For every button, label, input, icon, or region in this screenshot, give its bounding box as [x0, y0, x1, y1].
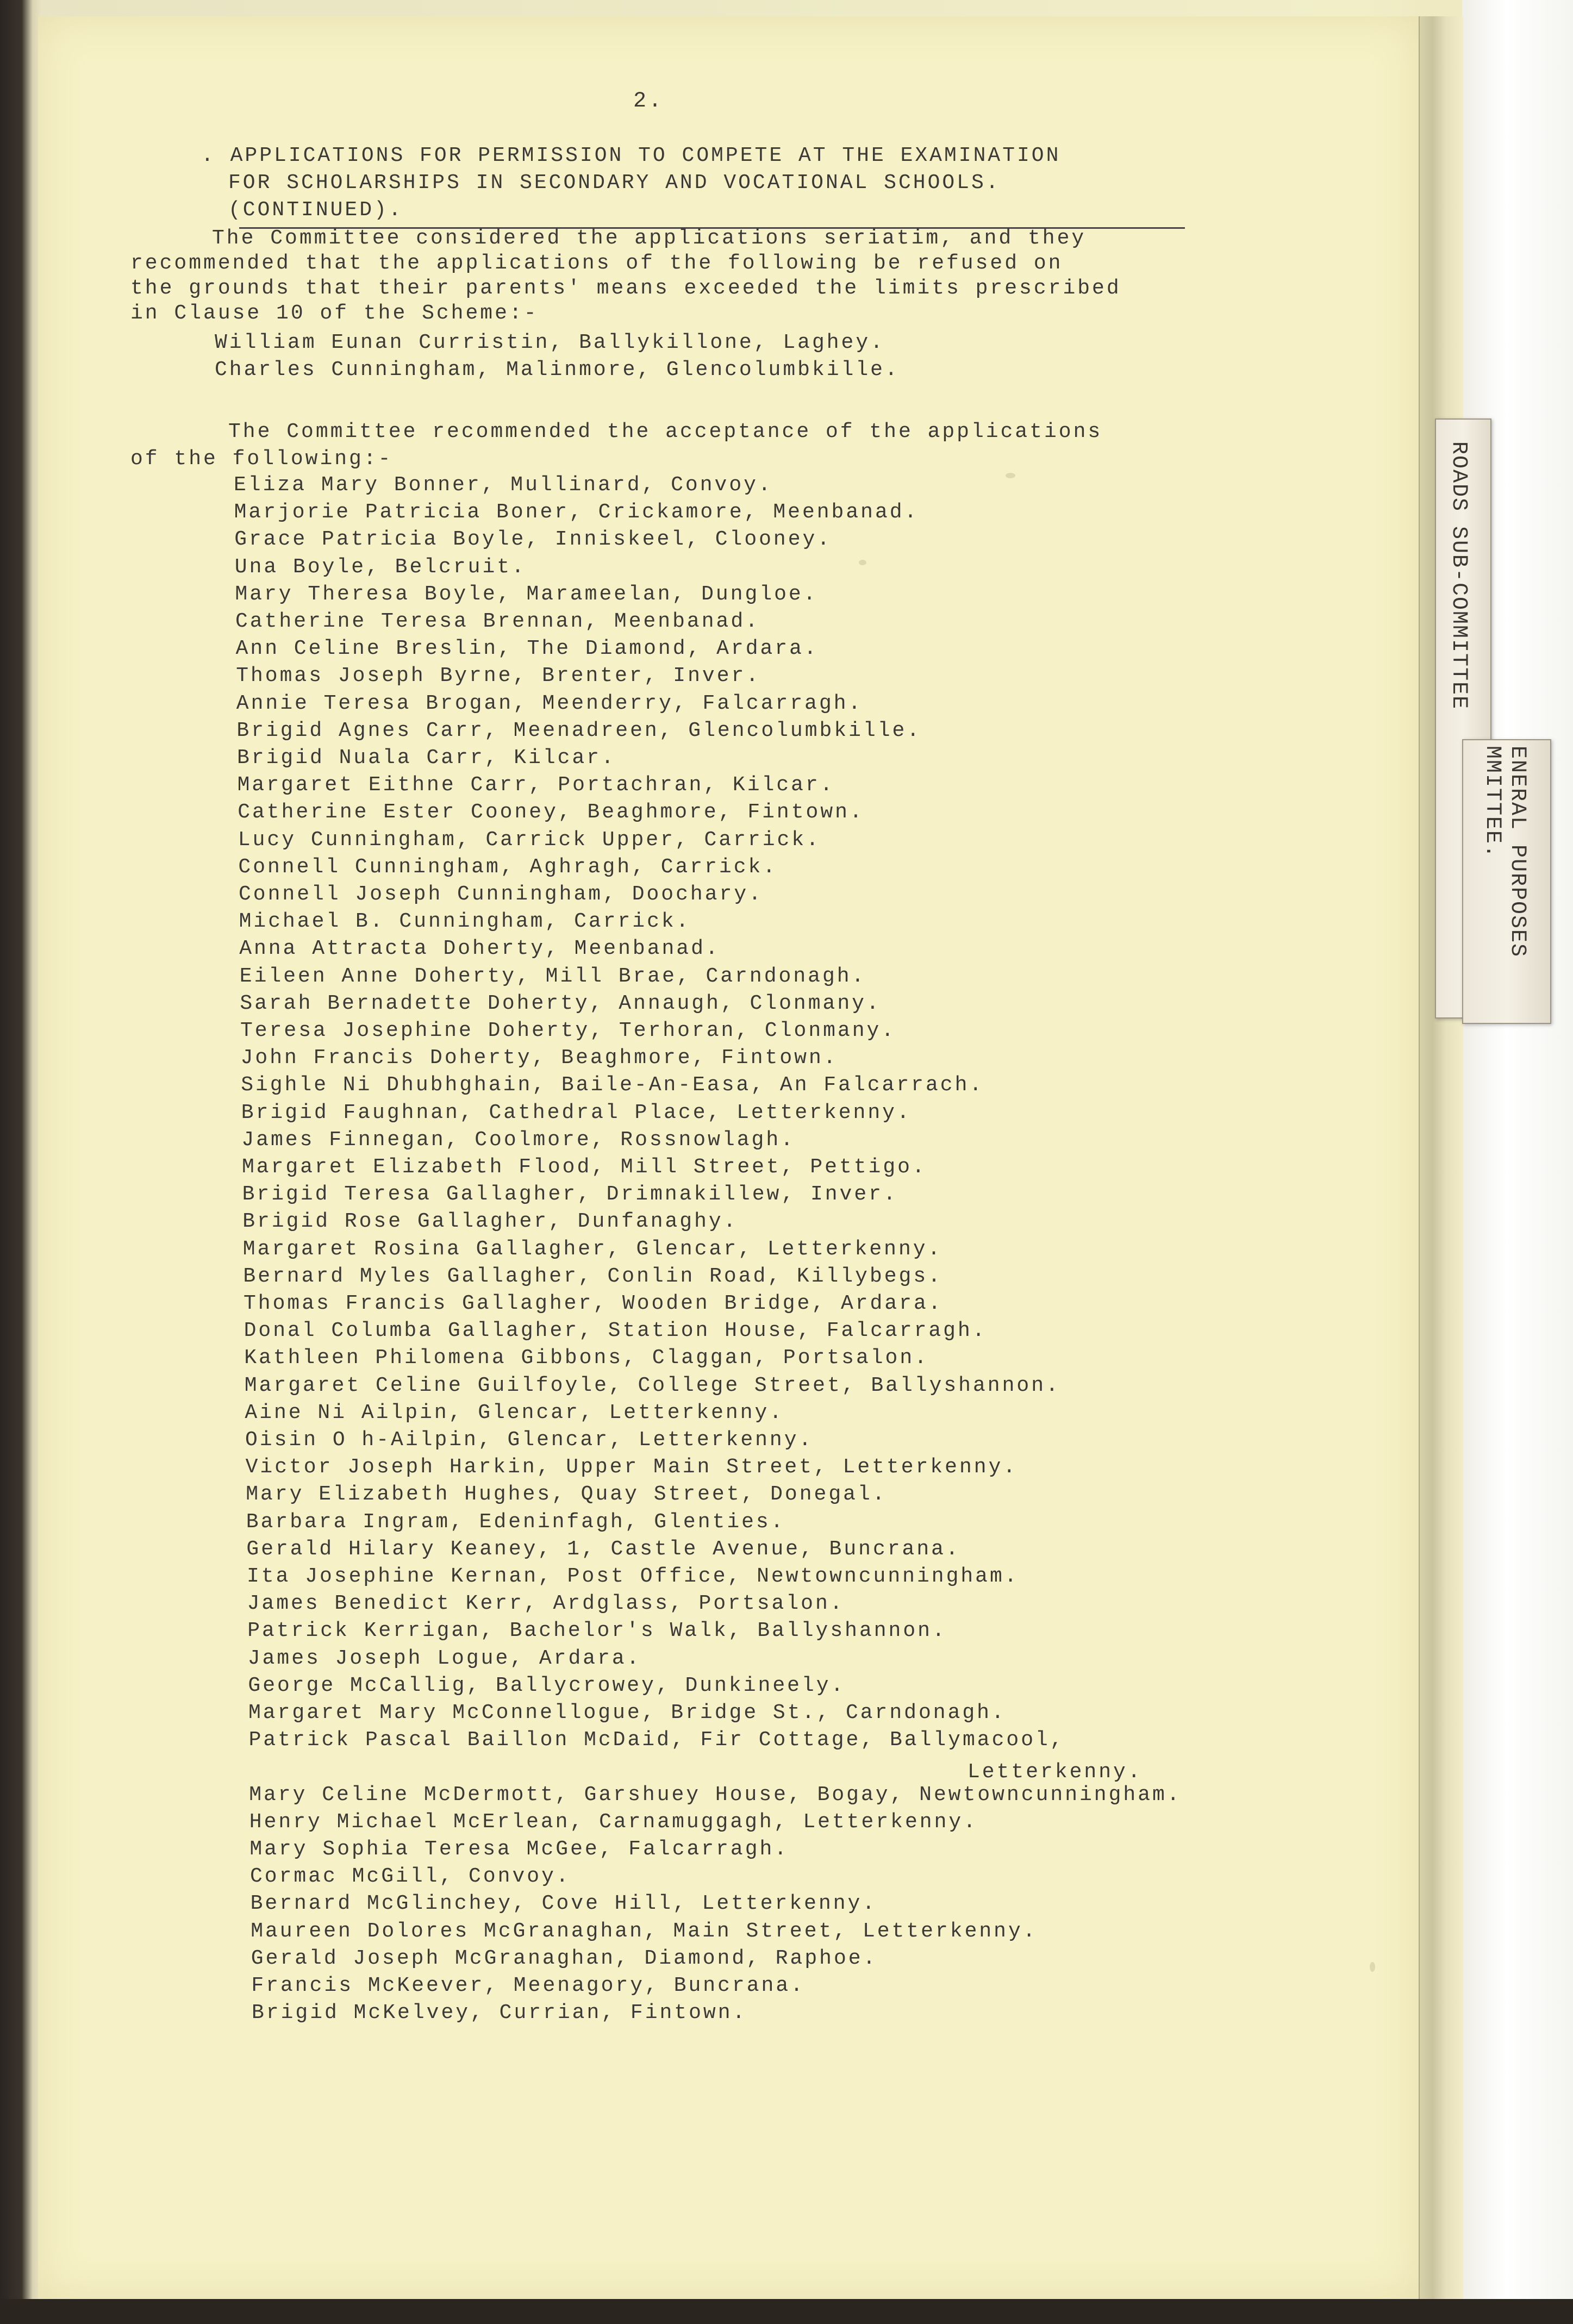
accepted-applicant: Eliza Mary Bonner, Mullinard, Convoy.	[234, 473, 773, 497]
index-tab-general-purposes[interactable]	[1462, 739, 1551, 1024]
paragraph-line: of the following:-	[130, 447, 393, 471]
accepted-applicant: Connell Cunningham, Aghragh, Carrick.	[238, 855, 778, 879]
accepted-applicant: Sighle Ni Dhubhghain, Baile-An-Easa, An Falcarrach.	[241, 1073, 984, 1097]
ink-smudge	[1370, 1962, 1375, 1972]
accepted-applicant: Margaret Celine Guilfoyle, College Street, Ballyshannon.	[244, 1374, 1060, 1397]
accepted-applicant: James Joseph Logue, Ardara.	[247, 1647, 641, 1670]
accepted-applicant: Catherine Ester Cooney, Beaghmore, Fintown.	[238, 801, 864, 824]
accepted-applicant: Patrick Pascal Baillon McDaid, Fir Cottage, Ballymacool,	[248, 1728, 1065, 1752]
accepted-applicant: Margaret Eithne Carr, Portachran, Kilcar.	[237, 773, 835, 797]
accepted-applicant: Brigid McKelvey, Currian, Fintown.	[252, 2001, 747, 2025]
accepted-applicant: Anna Attracta Doherty, Meenbanad.	[239, 937, 720, 960]
accepted-applicant: Brigid Agnes Carr, Meenadreen, Glencolumbkille.	[236, 719, 922, 742]
accepted-applicant: Bernard McGlinchey, Cove Hill, Letterkenny.	[250, 1892, 877, 1915]
accepted-applicant: Brigid Nuala Carr, Kilcar.	[237, 746, 616, 770]
paragraph-line: The Committee considered the applications seriatim, and they	[212, 227, 1087, 250]
accepted-applicant: James Benedict Kerr, Ardglass, Portsalon.	[247, 1592, 845, 1615]
accepted-applicant: Aine Ni Ailpin, Glencar, Letterkenny.	[245, 1401, 784, 1425]
accepted-applicant: Ann Celine Breslin, The Diamond, Ardara.	[235, 637, 819, 660]
paragraph-line: recommended that the applications of the following be refused on	[130, 252, 1063, 275]
accepted-applicant: Mary Elizabeth Hughes, Quay Street, Donegal.	[246, 1483, 887, 1506]
paragraph-line: The Committee recommended the acceptance of the applications	[228, 420, 1103, 443]
accepted-applicant: Teresa Josephine Doherty, Terhoran, Clonmany.	[240, 1019, 896, 1042]
applicant-address-continuation: Letterkenny.	[967, 1760, 1143, 1784]
accepted-applicant: Thomas Joseph Byrne, Brenter, Inver.	[236, 664, 761, 688]
accepted-applicant: Margaret Elizabeth Flood, Mill Street, Pettigo.	[242, 1155, 927, 1179]
heading-line-1: . APPLICATIONS FOR PERMISSION TO COMPETE AT THE EXAMINATION	[201, 144, 1061, 167]
page-edge	[1419, 16, 1463, 2299]
accepted-applicant: Donal Columba Gallagher, Station House, Falcarragh.	[244, 1319, 987, 1342]
refused-applicant: Charles Cunningham, Malinmore, Glencolumbkille.	[215, 358, 900, 382]
paragraph-line: in Clause 10 of the Scheme:-	[130, 302, 539, 325]
accepted-applicant: Margaret Mary McConnellogue, Bridge St., Carndonagh.	[248, 1701, 1006, 1725]
accepted-applicant: Ita Josephine Kernan, Post Office, Newtowncunningham.	[247, 1565, 1019, 1588]
page-number: 2.	[633, 89, 664, 114]
accepted-applicant: John Francis Doherty, Beaghmore, Fintown.	[240, 1046, 838, 1070]
accepted-applicant: Brigid Rose Gallagher, Dunfanaghy.	[242, 1210, 738, 1233]
accepted-applicant: Thomas Francis Gallagher, Wooden Bridge, Ardara.	[244, 1292, 943, 1315]
accepted-applicant: Una Boyle, Belcruit.	[234, 555, 526, 579]
ink-smudge	[859, 560, 866, 565]
accepted-applicant: Lucy Cunningham, Carrick Upper, Carrick.	[238, 828, 821, 852]
accepted-applicant: Mary Theresa Boyle, Marameelan, Dungloe.	[235, 583, 818, 606]
accepted-applicant: Kathleen Philomena Gibbons, Claggan, Portsalon.	[244, 1346, 929, 1370]
accepted-applicant: Victor Joseph Harkin, Upper Main Street, Letterkenny.	[245, 1455, 1018, 1479]
accepted-applicant: Bernard Myles Gallagher, Conlin Road, Killybegs.	[243, 1265, 942, 1288]
accepted-applicant: Catherine Teresa Brennan, Meenbanad.	[235, 610, 760, 633]
accepted-applicant: Gerald Hilary Keaney, 1, Castle Avenue, Buncrana.	[246, 1538, 960, 1561]
accepted-applicant: Barbara Ingram, Edeninfagh, Glenties.	[246, 1510, 785, 1534]
index-tab-general-line1: ENERAL PURPOSES	[1505, 746, 1530, 958]
accepted-applicant: Oisin O h-Ailpin, Glencar, Letterkenny.	[245, 1428, 814, 1452]
heading-line-2: FOR SCHOLARSHIPS IN SECONDARY AND VOCATIONAL SCHOOLS.	[228, 171, 1001, 195]
accepted-applicant: James Finnegan, Coolmore, Rossnowlagh.	[241, 1128, 795, 1152]
accepted-applicant: Michael B. Cunningham, Carrick.	[239, 910, 691, 933]
accepted-applicant: Eileen Anne Doherty, Mill Brae, Carndonagh.	[239, 965, 866, 988]
accepted-applicant: Maureen Dolores McGranaghan, Main Street, Letterkenny.	[251, 1920, 1038, 1943]
accepted-applicant: Cormac McGill, Convoy.	[250, 1865, 571, 1888]
index-tab-general-label	[1480, 746, 1530, 958]
accepted-applicant: Marjorie Patricia Boner, Crickamore, Meenbanad.	[234, 501, 919, 524]
index-tab-roads-label: ROADS SUB-COMMITTEE	[1446, 441, 1471, 710]
accepted-applicant: Henry Michael McErlean, Carnamuggagh, Letterkenny.	[249, 1810, 978, 1834]
accepted-applicant: Annie Teresa Brogan, Meenderry, Falcarragh.	[236, 692, 863, 715]
accepted-applicant: Mary Celine McDermott, Garshuey House, Bogay, Newtowncunningham.	[249, 1783, 1182, 1807]
accepted-applicant: Sarah Bernadette Doherty, Annaugh, Clonmany.	[240, 992, 881, 1015]
accepted-applicant: Grace Patricia Boyle, Inniskeel, Clooney.	[234, 528, 832, 551]
accepted-applicant: Patrick Kerrigan, Bachelor's Walk, Ballyshannon.	[247, 1619, 947, 1642]
heading-line-3: (CONTINUED).	[228, 198, 403, 222]
accepted-applicant: Mary Sophia Teresa McGee, Falcarragh.	[249, 1838, 789, 1861]
ink-smudge	[1006, 473, 1015, 478]
accepted-applicant: Brigid Teresa Gallagher, Drimnakillew, Inver.	[242, 1183, 898, 1206]
accepted-applicant: George McCallig, Ballycrowey, Dunkineely.	[248, 1674, 846, 1697]
back-board	[1462, 0, 1573, 2324]
accepted-applicant: Francis McKeever, Meenagory, Buncrana.	[251, 1974, 805, 1997]
bottom-strip	[0, 2299, 1573, 2324]
accepted-applicant: Connell Joseph Cunningham, Doochary.	[239, 883, 763, 906]
refused-applicant: William Eunan Curristin, Ballykillone, Laghey.	[215, 331, 885, 354]
accepted-applicant: Brigid Faughnan, Cathedral Place, Letterkenny.	[241, 1101, 912, 1124]
accepted-applicant: Gerald Joseph McGranaghan, Diamond, Raphoe.	[251, 1947, 878, 1970]
accepted-applicant: Margaret Rosina Gallagher, Glencar, Letterkenny.	[242, 1238, 942, 1261]
paragraph-line: the grounds that their parents' means exceeded the limits prescribed	[130, 277, 1121, 300]
index-tab-general-line2: MMITTEE.	[1480, 746, 1505, 859]
